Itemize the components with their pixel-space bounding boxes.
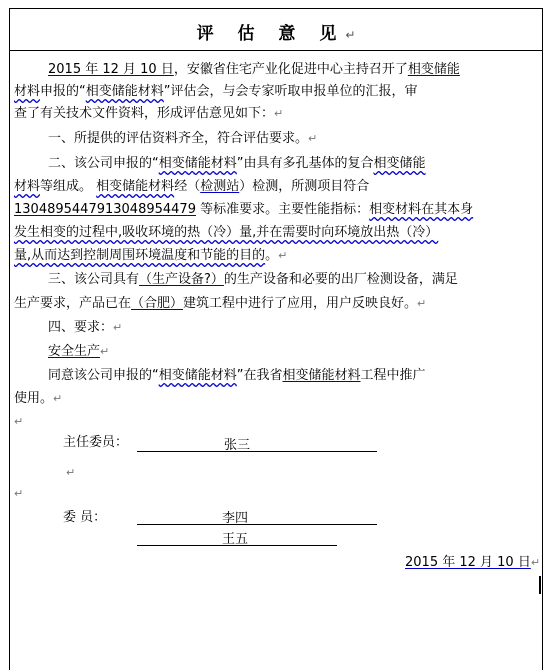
item-4: 四、要求：↵ <box>48 320 123 335</box>
item-2-line-4: 发生相变的过程中,吸收环境的热（冷）量,并在需要时向环境放出热（冷） <box>14 225 439 240</box>
conclusion-line-2: 使用。↵ <box>14 391 63 406</box>
footer-date: 2015 年 12 月 10 日↵ <box>405 555 541 570</box>
material-link: 相变储能 <box>407 62 460 77</box>
intro-line-2: 材料申报的“相变储能材料”评估会，与会专家听取申报单位的汇报，审 <box>14 84 418 99</box>
member-signature-line-1 <box>137 524 377 525</box>
item-2-line-5: 量,从而达到控制周围环境温度和节能的目的。↵ <box>14 248 288 263</box>
item-3-line-2: 生产要求，产品已在（合肥）建筑工程中进行了应用，用户反映良好。↵ <box>14 296 427 311</box>
page-title: 评 估 意 见↵ <box>196 24 356 44</box>
blank-mark-1: ↵ <box>66 466 76 479</box>
director-label: 主任委员： <box>63 435 129 450</box>
blank-mark-2: ↵ <box>14 487 24 500</box>
item-3-line-1: 三、该公司具有（生产设备?）的生产设备和必要的出厂检测设备，满足 <box>48 272 458 287</box>
intro-line-1: 2015 年 12 月 10 日，安徽省住宅产业化促进中心主持召开了相变储能 <box>48 62 460 77</box>
director-name: 张三 <box>224 438 251 453</box>
requirement-text: 安全生产↵ <box>48 344 110 359</box>
conclusion-line-1: 同意该公司申报的“相变储能材料”在我省相变储能材料工程中推广 <box>48 368 426 383</box>
item-2-line-3: 1304895447913048954479 等标准要求。主要性能指标：相变材料在其本身 <box>14 202 474 217</box>
member-label: 委 员： <box>63 510 107 525</box>
intro-line-3: 查了有关技术文件资料，形成评估意见如下：↵ <box>14 106 284 121</box>
empty-paragraph: ↵ <box>14 415 24 428</box>
member-name-1: 李四 <box>222 511 249 526</box>
title-cell <box>9 8 543 51</box>
standard-code: 130489544791304895447 <box>14 202 188 217</box>
item-2-line-2: 材料等组成。 相变储能材料经（检测站）检测，所测项目符合 <box>14 179 370 194</box>
item-1: 一、所提供的评估资料齐全，符合评估要求。↵ <box>48 131 318 146</box>
text-cursor <box>539 576 541 594</box>
member-name-2: 王五 <box>222 532 249 547</box>
intro-date: 2015 年 12 月 10 日 <box>48 62 174 77</box>
director-signature-line <box>137 451 377 452</box>
item-2-line-1: 二、该公司申报的“相变储能材料”由具有多孔基体的复合相变储能 <box>48 156 426 171</box>
